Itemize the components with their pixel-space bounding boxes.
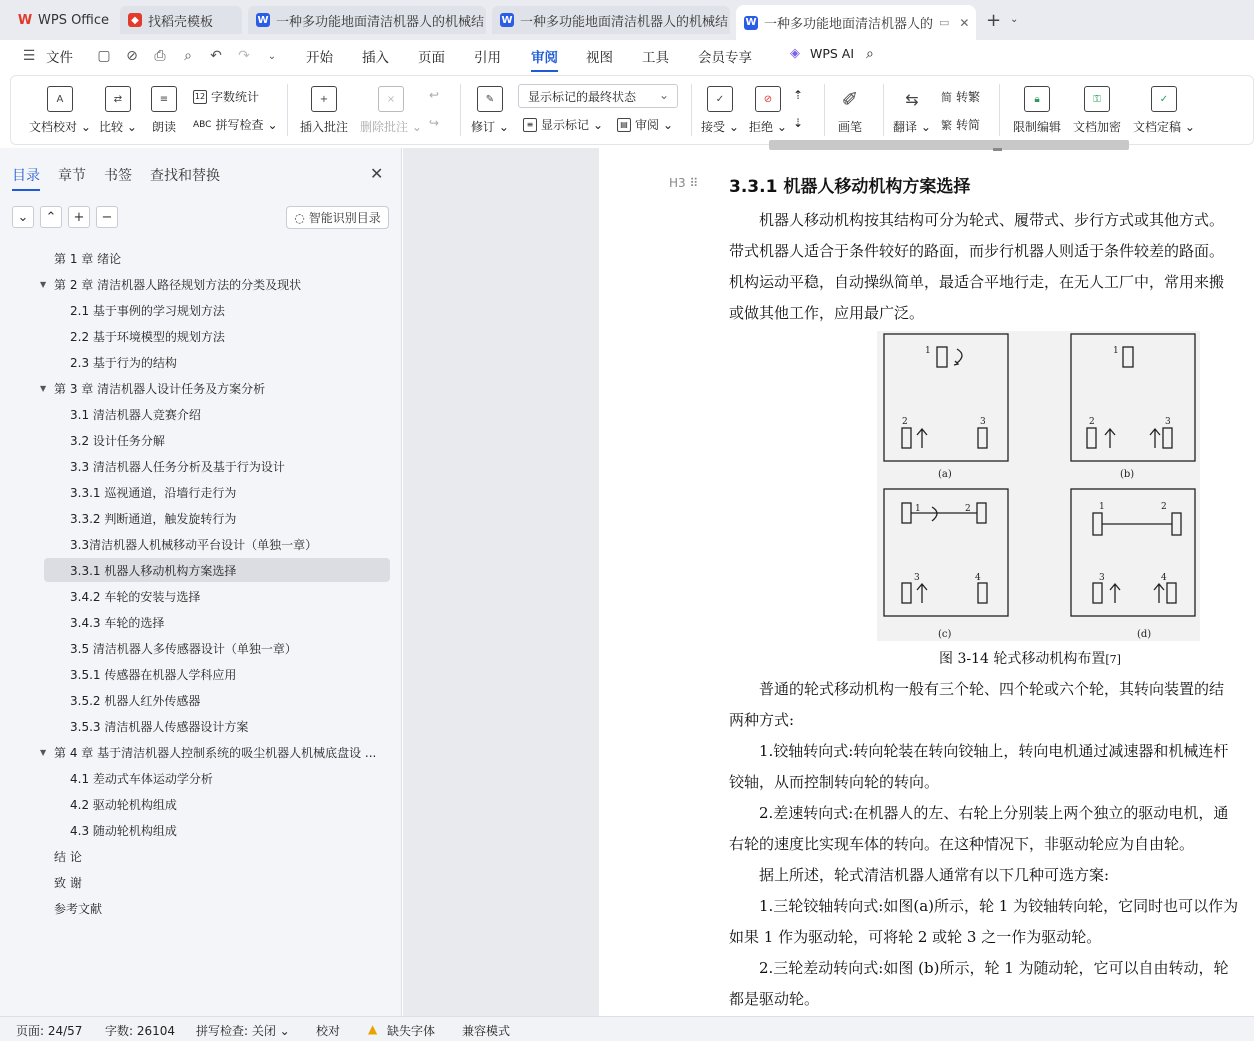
toc-item[interactable] <box>70 636 390 660</box>
toc-item-label: 第 1 章 绪论 <box>54 251 122 266</box>
toc-item[interactable] <box>54 246 390 270</box>
wheel-number-label: 3 <box>1099 573 1105 583</box>
wheel-number-label: 2 <box>902 417 908 427</box>
reject-label: 拒绝 <box>749 120 774 134</box>
toc-item-label: 3.4.3 车轮的选择 <box>70 615 165 630</box>
chevron-down-icon: ⌄ <box>658 88 669 102</box>
tab-document-active[interactable] <box>736 5 976 40</box>
window-icon[interactable]: ▭ <box>939 16 950 29</box>
encrypt-icon: ⚿ <box>1084 86 1110 112</box>
warning-icon: ▲ <box>368 1022 378 1036</box>
wps-ai-icon[interactable]: ◈ <box>790 46 800 61</box>
new-tab-icon[interactable]: + <box>986 10 1002 31</box>
reject-icon: ⊘ <box>755 86 781 112</box>
toc-item[interactable] <box>70 402 390 426</box>
close-tab-icon[interactable]: ✕ <box>959 15 970 30</box>
tab-sections[interactable]: 章节 <box>58 168 86 184</box>
menu-page[interactable]: 页面 <box>418 50 445 66</box>
toc-item[interactable] <box>70 688 390 712</box>
toc-item-label: 3.3清洁机器人机械移动平台设计（单独一章） <box>70 537 318 552</box>
toc-item-label: 4.2 驱动轮机构组成 <box>70 797 177 812</box>
ribbon-review <box>10 75 1254 145</box>
tab-bar <box>0 0 1254 40</box>
tab-docer[interactable] <box>120 6 242 34</box>
restrict-edit-button[interactable] <box>1013 86 1061 135</box>
toc-item[interactable] <box>54 896 390 920</box>
toc-item-label: 3.4.2 车轮的安装与选择 <box>70 589 201 604</box>
toc-item-label: 致 谢 <box>54 875 82 890</box>
tab-bookmarks[interactable]: 书签 <box>104 168 132 184</box>
markup-mode-dropdown[interactable] <box>518 84 678 108</box>
ribbon-separator <box>824 84 825 136</box>
restrict-edit-label: 限制编辑 <box>1013 120 1062 134</box>
toc-item-label: 3.3.1 巡视通道，沿墙行走行为 <box>70 485 237 500</box>
chevron-down-icon[interactable]: ⌄ <box>1010 14 1019 25</box>
wheel-number-label: 1 <box>1113 346 1119 356</box>
paragraph-line: 如果 1 作为驱动轮，可将轮 2 或轮 3 之一作为驱动轮。 <box>729 928 1102 946</box>
word-doc-icon: W <box>257 14 269 26</box>
word-doc-icon: W <box>745 17 757 28</box>
spell-check-status[interactable]: 拼写检查: 关闭 ⌄ <box>196 1024 290 1038</box>
wheel-number-label: 4 <box>975 573 981 583</box>
more-chevron-icon[interactable]: ⌄ <box>267 50 277 62</box>
revise-icon: ✎ <box>477 86 503 112</box>
toc-item[interactable] <box>70 532 390 556</box>
menu-bar <box>0 40 1254 72</box>
remove-heading-icon[interactable]: − <box>96 206 118 228</box>
menu-home[interactable]: 开始 <box>306 50 333 66</box>
missing-font-status[interactable]: 缺失字体 <box>387 1024 436 1038</box>
ribbon-separator <box>691 84 692 136</box>
tab-document-1[interactable] <box>248 6 486 34</box>
proofread-icon: A <box>47 86 73 112</box>
to-traditional-label: 转繁 <box>956 90 981 104</box>
encrypt-label: 文档加密 <box>1073 120 1122 134</box>
markup-mode-value: 显示标记的最终状态 <box>528 89 637 104</box>
insert-comment-icon: + <box>311 86 337 112</box>
toc-item[interactable] <box>70 298 390 322</box>
wheel-layout-figure[interactable] <box>877 331 1200 641</box>
menu-insert[interactable]: 插入 <box>362 50 389 66</box>
read-aloud-label: 朗读 <box>151 120 176 134</box>
redo-icon[interactable]: ↷ <box>238 48 250 64</box>
cut-off-heading <box>769 140 1129 150</box>
toc-item[interactable] <box>70 662 390 686</box>
toc-item-label: 3.3.1 机器人移动机构方案选择 <box>70 563 237 578</box>
paragraph-line: 2.差速转向式:在机器人的左、右轮上分别装上两个独立的驱动电机，通 <box>729 804 1229 822</box>
toc-item[interactable] <box>70 480 390 504</box>
menu-view[interactable]: 视图 <box>586 50 613 66</box>
smart-toc-button[interactable] <box>286 206 389 229</box>
subfigure-label: (b) <box>1120 469 1135 480</box>
page-indicator[interactable]: 页面: 24/57 <box>16 1024 83 1038</box>
navigation-pane <box>0 148 402 1016</box>
accept-label: 接受 <box>701 120 726 134</box>
caption-reference[interactable]: [7] <box>1105 653 1121 666</box>
wheel-number-label: 3 <box>1165 417 1171 427</box>
paragraph-line: 带式机器人适合于条件较好的路面，而步行机器人则适于条件较差的路面。 <box>729 242 1225 260</box>
collapse-arrow-icon[interactable]: ▼ <box>40 383 47 393</box>
accept-icon: ✓ <box>707 86 733 112</box>
paragraph-line: 据上所述，轮式清洁机器人通常有以下几种可选方案: <box>729 866 1110 884</box>
collapse-arrow-icon[interactable]: ▼ <box>40 279 47 289</box>
spell-check-status-text: 拼写检查: 关闭 <box>196 1024 276 1038</box>
toc-item[interactable] <box>70 428 390 452</box>
toc-item-label: 3.3.2 判断通道，触发旋转行为 <box>70 511 237 526</box>
word-count-label: 字数统计 <box>211 90 260 104</box>
wheel-number-label: 1 <box>925 346 931 356</box>
show-markup-icon: ≡ <box>523 118 537 132</box>
spell-check-label: 拼写检查 <box>215 118 264 132</box>
close-pane-icon[interactable]: ✕ <box>370 164 384 183</box>
print-preview-icon[interactable]: ⌕ <box>184 48 192 64</box>
toc-item[interactable] <box>70 792 390 816</box>
add-heading-icon[interactable]: + <box>68 206 90 228</box>
toc-item-label: 3.5.3 清洁机器人传感器设计方案 <box>70 719 249 734</box>
caption-text: 图 3-14 轮式移动机构布置 <box>939 651 1106 667</box>
toc-item[interactable] <box>70 506 390 530</box>
menu-tools[interactable]: 工具 <box>642 50 669 66</box>
wheel-number-label: 2 <box>965 504 971 514</box>
tab-label: 一种多功能地面清洁机器人的机械结 <box>520 14 729 30</box>
toc-item-label: 结 论 <box>54 849 82 864</box>
toc-item-label: 第 3 章 清洁机器人设计任务及方案分析 <box>54 381 266 396</box>
next-comment-icon[interactable]: ↪ <box>429 116 440 130</box>
file-menu[interactable]: 文件 <box>46 50 73 66</box>
smart-toc-label: 智能识别目录 <box>308 211 381 225</box>
pen-icon: ✐ <box>841 87 859 111</box>
figure-caption <box>939 648 1121 668</box>
wps-logo-icon: W <box>17 12 33 28</box>
proofread-status[interactable]: 校对 <box>316 1024 341 1038</box>
toc-item[interactable] <box>70 714 390 738</box>
wheel-number-label: 3 <box>980 417 986 427</box>
wheel-number-label: 1 <box>915 504 921 514</box>
reject-button[interactable]: ⊘ 拒绝 ⌄ <box>749 86 787 135</box>
subfigure-label: (a) <box>938 469 952 480</box>
tab-label: 一种多功能地面清洁机器人的 <box>764 17 934 32</box>
subfigure-label: (c) <box>938 629 952 640</box>
insert-comment-label: 插入批注 <box>300 120 349 134</box>
paragraph-line: 两种方式: <box>729 711 795 729</box>
show-markup-button[interactable]: ≡ 显示标记 ⌄ <box>523 116 603 133</box>
review-pane-button[interactable]: ▤ 审阅 ⌄ <box>617 116 673 133</box>
menu-wps-ai[interactable]: WPS AI <box>810 46 855 61</box>
compare-icon: ⇄ <box>105 86 131 112</box>
expand-down-icon[interactable]: ⌄ <box>12 206 34 228</box>
encrypt-button[interactable] <box>1073 86 1121 135</box>
subfigure-label: (d) <box>1137 629 1152 640</box>
toc-item-label: 4.1 差动式车体运动学分析 <box>70 771 213 786</box>
tab-find-replace[interactable]: 查找和替换 <box>150 168 220 184</box>
paragraph-line: 机构运动平稳，自动操纵简单，最适合平地行走，在无人工厂中，常用来搬 <box>729 273 1225 291</box>
toc-item[interactable] <box>40 272 390 296</box>
toc-item-label: 4.3 随动轮机构组成 <box>70 823 177 838</box>
print-icon[interactable]: ⎙ <box>154 48 166 64</box>
toc-item[interactable] <box>70 350 390 374</box>
toc-item-label: 3.1 清洁机器人竞赛介绍 <box>70 407 201 422</box>
review-pane-label: 审阅 <box>635 118 660 132</box>
document-page[interactable] <box>599 148 1254 1016</box>
translate-button[interactable]: ⇆ 翻译 ⌄ <box>893 86 931 135</box>
paragraph-line: 都是驱动轮。 <box>729 990 820 1008</box>
finalize-button[interactable]: ✓ 文档定稿 ⌄ <box>1133 86 1195 135</box>
wheel-number-label: 3 <box>914 573 920 583</box>
link-icon[interactable]: ⊘ <box>126 48 138 64</box>
translate-label: 翻译 <box>893 120 918 134</box>
wheel-number-label: 4 <box>1161 573 1167 583</box>
toc-item[interactable] <box>54 844 390 868</box>
delete-comment-icon: × <box>378 86 404 112</box>
wheel-number-label: 2 <box>1089 417 1095 427</box>
paragraph-line: 铰轴，从而控制转向轮的转向。 <box>729 773 940 791</box>
tab-label: 一种多功能地面清洁机器人的机械结 <box>276 14 485 30</box>
document-area <box>403 148 1254 1016</box>
compat-mode-status: 兼容模式 <box>462 1024 511 1038</box>
doc-proofread-label: 文档校对 <box>29 120 78 134</box>
collapse-up-icon[interactable]: ⌃ <box>40 206 62 228</box>
restrict-edit-icon: 🔒︎ <box>1024 86 1050 112</box>
menu-reference[interactable]: 引用 <box>474 50 501 66</box>
spell-check-button[interactable]: ABC 拼写检查 ⌄ <box>193 117 278 132</box>
to-simplified-button[interactable] <box>941 116 980 133</box>
tab-wps-office[interactable] <box>10 6 110 34</box>
toc-item[interactable] <box>40 376 390 400</box>
hamburger-icon[interactable]: ☰ <box>22 48 36 64</box>
revise-button[interactable]: ✎ 修订 ⌄ <box>471 86 509 135</box>
ribbon-separator <box>883 84 884 136</box>
status-bar <box>0 1016 1254 1041</box>
tab-label: 找稻壳模板 <box>148 14 214 30</box>
search-icon[interactable]: ⌕ <box>866 46 874 62</box>
toc-item[interactable] <box>70 324 390 348</box>
toc-item[interactable] <box>70 584 390 608</box>
toc-item[interactable] <box>70 454 390 478</box>
delete-comment-label: 删除批注 <box>360 120 409 134</box>
paragraph-line: 右轮的速度比实现车体的转向。在这种情况下，非驱动轮应为自由轮。 <box>729 835 1195 853</box>
paragraph-line: 1.铰轴转向式:转向轮装在转向铰轴上，转向电机通过减速器和机械连杆 <box>729 742 1229 760</box>
pen-button[interactable] <box>837 86 863 135</box>
to-traditional-button[interactable] <box>941 88 980 105</box>
collapse-arrow-icon[interactable]: ▼ <box>40 747 47 757</box>
doc-proofread-button[interactable]: A 文档校对 ⌄ <box>29 86 91 135</box>
toc-item-label: 2.2 基于环境模型的规划方法 <box>70 329 225 344</box>
traditional-icon: 简 <box>941 90 952 104</box>
to-simplified-label: 转简 <box>956 118 981 132</box>
toc-item-label: 2.3 基于行为的结构 <box>70 355 177 370</box>
word-count-button[interactable] <box>193 88 259 105</box>
page-corner-marker <box>993 148 1002 151</box>
toc-item-label: 3.5.1 传感器在机器人学科应用 <box>70 667 237 682</box>
spell-check-icon: ABC <box>193 119 212 130</box>
toc-item-label: 3.3 清洁机器人任务分析及基于行为设计 <box>70 459 285 474</box>
menu-member[interactable]: 会员专享 <box>698 50 752 66</box>
paragraph-line: 机器人移动机构按其结构可分为轮式、履带式、步行方式或其他方式。 <box>729 211 1225 229</box>
wheel-layout-diagram <box>877 331 1200 641</box>
toc-item[interactable] <box>70 766 390 790</box>
docer-icon: ◆ <box>128 13 142 27</box>
translate-icon: ⇆ <box>905 89 919 109</box>
wheel-number-label: 1 <box>1099 502 1105 512</box>
finalize-label: 文档定稿 <box>1133 120 1182 134</box>
prev-comment-icon[interactable]: ↩ <box>429 88 440 102</box>
toc-item[interactable] <box>70 818 390 842</box>
review-pane-icon: ▤ <box>617 118 631 132</box>
compare-button[interactable]: ⇄ 比较 ⌄ <box>99 86 137 135</box>
toc-item-label: 3.2 设计任务分解 <box>70 433 165 448</box>
heading-level-marker[interactable]: H3 ⠿ <box>669 176 699 190</box>
section-heading: 3.3.1 机器人移动机构方案选择 <box>729 177 971 197</box>
paragraph-line: 或做其他工作，应用最广泛。 <box>729 304 925 322</box>
ribbon-separator <box>460 84 461 136</box>
word-doc-icon: W <box>501 14 513 26</box>
paragraph-line: 2.三轮差动转向式:如图 (b)所示，轮 1 为随动轮，它可以自由转动，轮 <box>729 959 1229 977</box>
toc-item-label: 3.5 清洁机器人多传感器设计（单独一章） <box>70 641 297 656</box>
pen-label: 画笔 <box>837 120 862 134</box>
revise-label: 修订 <box>471 120 496 134</box>
toc-item-label: 3.5.2 机器人红外传感器 <box>70 693 201 708</box>
save-icon[interactable]: ▢ <box>97 48 111 64</box>
toc-item-label: 第 2 章 清洁机器人路径规划方法的分类及现状 <box>54 277 302 292</box>
prev-change-icon[interactable]: ⇡ <box>793 88 804 102</box>
compare-label: 比较 <box>99 120 124 134</box>
toc-item[interactable] <box>40 740 390 764</box>
toc-item[interactable] <box>70 610 390 634</box>
ribbon-separator <box>287 84 288 136</box>
ribbon-separator <box>999 84 1000 136</box>
delete-comment-button[interactable]: × 删除批注 ⌄ <box>360 86 422 135</box>
menu-review[interactable]: 审阅 <box>531 46 558 66</box>
heading-marker-text: H3 <box>669 176 686 190</box>
toc-item-label: 参考文献 <box>54 901 103 916</box>
show-markup-label: 显示标记 <box>541 118 590 132</box>
tab-document-2[interactable] <box>492 6 730 34</box>
tab-label: WPS Office <box>38 12 110 28</box>
smart-toc-icon: ◌ <box>294 210 305 225</box>
word-count-status[interactable]: 字数: 26104 <box>105 1024 176 1038</box>
tab-toc[interactable]: 目录 <box>12 165 40 185</box>
read-aloud-icon: ≡ <box>151 86 177 112</box>
undo-icon[interactable]: ↶ <box>210 48 222 64</box>
paragraph-line: 1.三轮铰轴转向式:如图(a)所示，轮 1 为铰轴转向轮，它同时也可以作为 <box>729 897 1239 915</box>
toc-item-label: 第 4 章 基于清洁机器人控制系统的吸尘机器人机械底盘设 ... <box>54 745 377 760</box>
word-count-icon: 12 <box>193 90 207 104</box>
toc-item[interactable] <box>44 558 390 582</box>
wheel-number-label: 2 <box>1161 502 1167 512</box>
insert-comment-button[interactable] <box>300 86 348 135</box>
next-change-icon[interactable]: ⇣ <box>793 116 804 130</box>
toc-item-label: 2.1 基于事例的学习规划方法 <box>70 303 225 318</box>
accept-button[interactable]: ✓ 接受 ⌄ <box>701 86 739 135</box>
toc-item[interactable] <box>54 870 390 894</box>
simplified-icon: 繁 <box>941 118 952 132</box>
paragraph-line: 普通的轮式移动机构一般有三个轮、四个轮或六个轮，其转向装置的结 <box>729 680 1225 698</box>
read-aloud-button[interactable] <box>151 86 177 135</box>
finalize-icon: ✓ <box>1151 86 1177 112</box>
